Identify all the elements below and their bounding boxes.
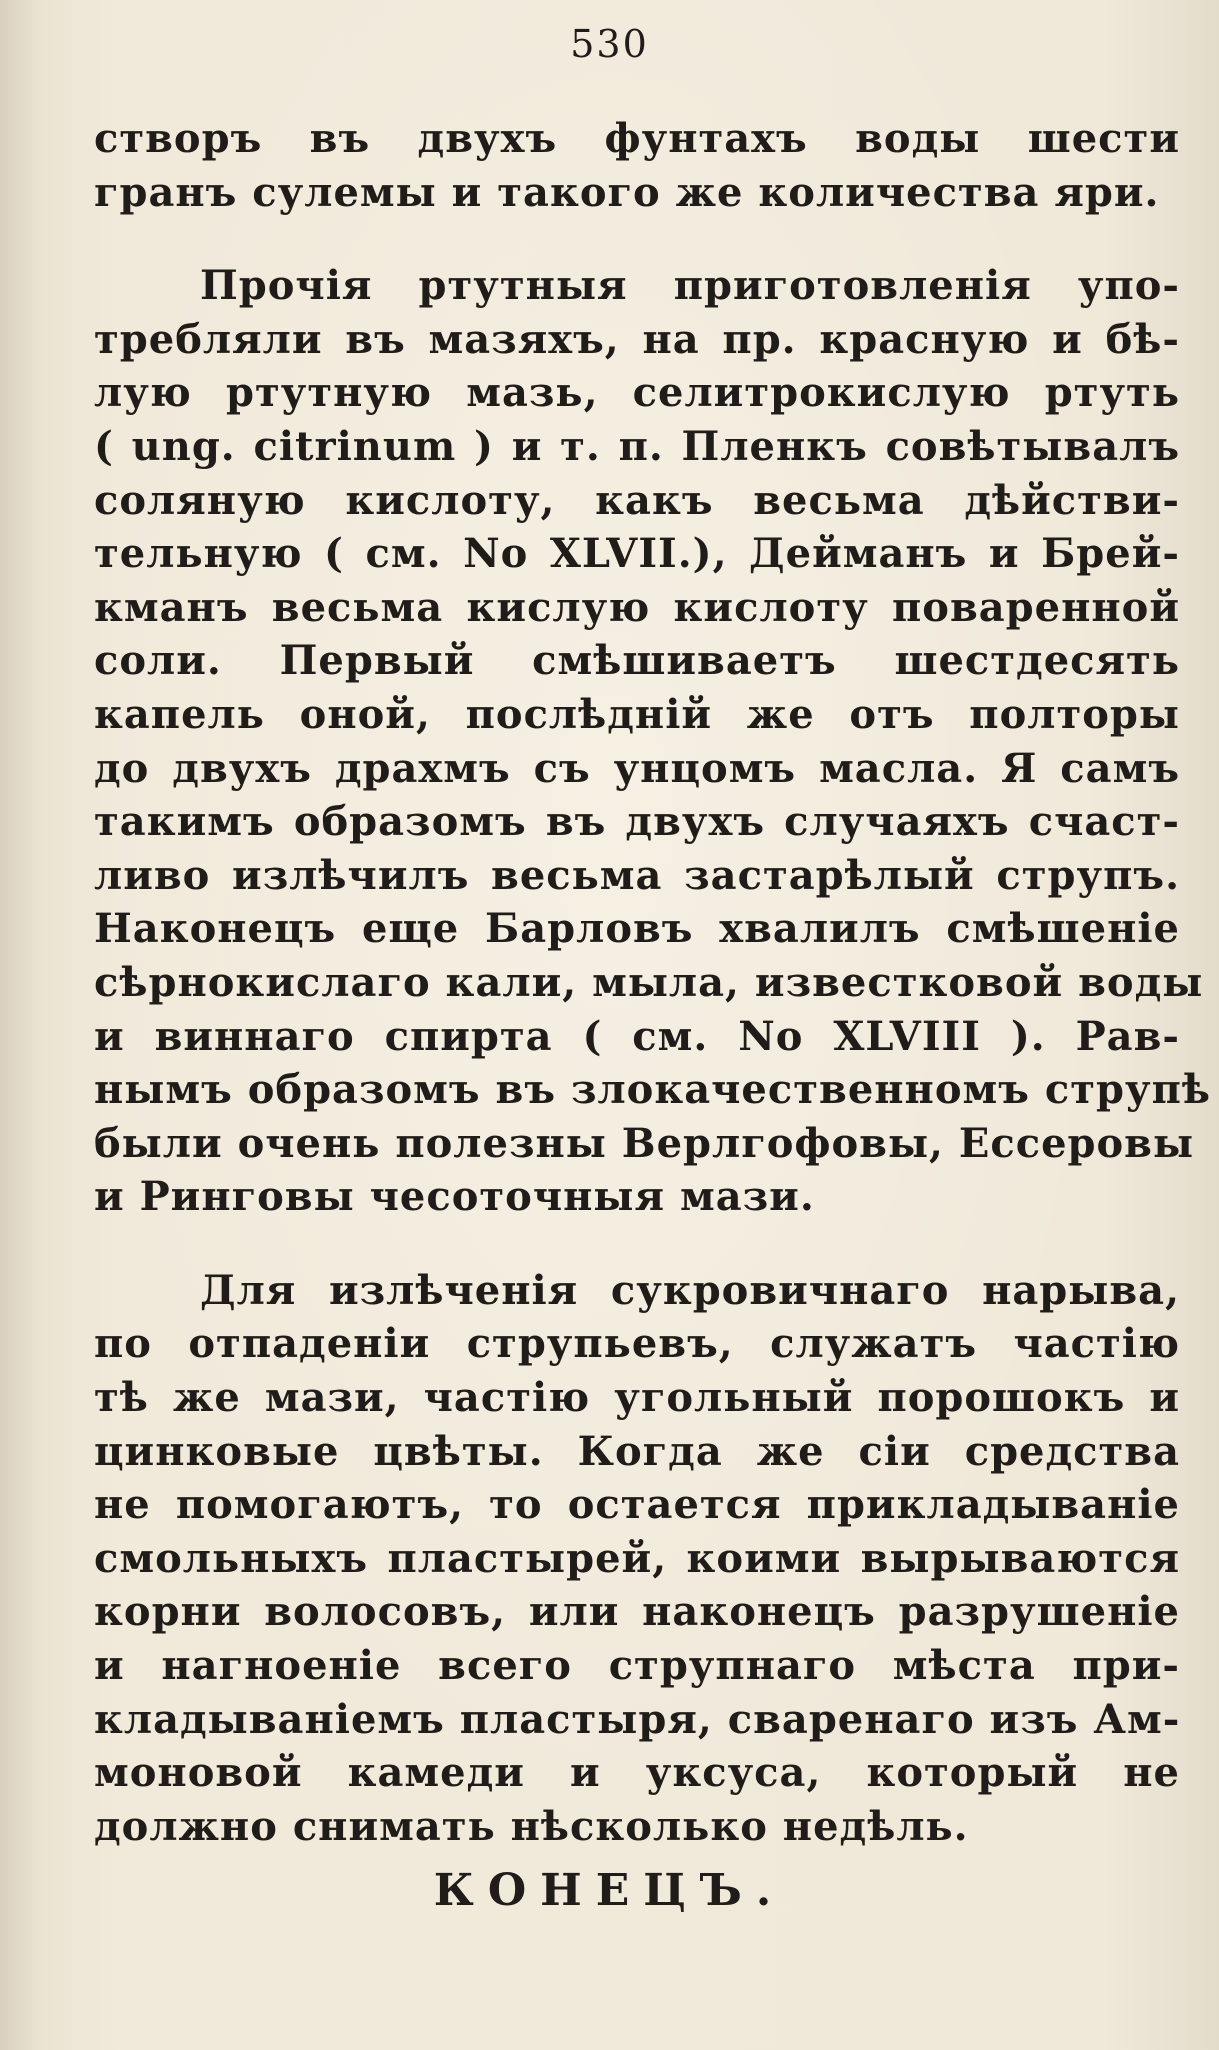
text-line: соляную кислоту, какъ весьма дѣйстви-: [94, 476, 1180, 524]
text-line: гранъ сулемы и такого же количества яри.: [94, 168, 1160, 216]
body-text: [94, 112, 1211, 1853]
text-line: ( ung. citrinum ) и т. п. Пленкъ совѣтывалъ: [94, 422, 1180, 470]
text-line: цинковые цвѣты. Когда же сіи средства: [94, 1427, 1180, 1475]
paragraph-1: [94, 112, 1180, 219]
text-line: моновой камеди и уксуса, который не: [94, 1749, 1180, 1797]
text-line: нымъ образомъ въ злокачественномъ струпѣ: [94, 1066, 1211, 1114]
text-line: такимъ образомъ въ двухъ случаяхъ счаст-: [94, 798, 1180, 846]
text-line: требляли въ мазяхъ, на пр. красную и бѣ-: [94, 315, 1180, 363]
text-line: лую ртутную мазь, селитрокислую ртуть: [94, 369, 1180, 417]
text-line: створъ въ двухъ фунтахъ воды шести: [94, 115, 1180, 162]
text-line: соли. Первый смѣшиваетъ шестдесять: [94, 637, 1180, 685]
text-line: Прочія ртутныя приготовленія упо-: [200, 262, 1180, 310]
text-line: и нагноеніе всего струпнаго мѣста при-: [94, 1642, 1180, 1690]
paragraph-2: [94, 259, 1211, 1224]
text-line: и Ринговы чесоточныя мази.: [94, 1173, 815, 1221]
text-line: были очень полезны Верлгофовы, Ессеровы: [94, 1119, 1195, 1167]
text-line: смольныхъ пластырей, коими вырываются: [94, 1534, 1180, 1582]
text-line: кманъ весьма кислую кислоту поваренной: [94, 583, 1180, 631]
text-line: должно снимать нѣсколько недѣль.: [94, 1802, 969, 1850]
page-number: 530: [570, 22, 649, 66]
text-line: по отпаденіи струпьевъ, служатъ частію: [94, 1320, 1180, 1368]
text-line: кладываніемъ пластыря, сваренаго изъ Ам-: [94, 1695, 1181, 1743]
text-line: Наконецъ еще Барловъ хвалилъ смѣшеніе: [94, 905, 1180, 953]
text-line: капель оной, послѣдній же отъ полторы: [94, 690, 1180, 738]
text-line: и виннаго спирта ( см. No XLVIII ). Рав-: [94, 1012, 1180, 1060]
text-line: корни волосовъ, или наконецъ разрушеніе: [94, 1588, 1180, 1636]
text-line: тѣ же мази, частію угольный порошокъ и: [94, 1374, 1180, 1422]
text-line: ливо излѣчилъ весьма застарѣлый струпъ.: [94, 851, 1180, 899]
text-line: Для излѣченія сукровичнаго нарыва,: [200, 1266, 1180, 1314]
text-line: не помогаютъ, то остается прикладываніе: [94, 1481, 1180, 1529]
paragraph-3: [94, 1264, 1180, 1854]
text-line: до двухъ драхмъ съ унцомъ масла. Я самъ: [94, 744, 1180, 792]
text-line: сѣрнокислаго кали, мыла, известковой воды: [94, 958, 1204, 1006]
end-title: КОНЕЦЪ.: [433, 1865, 786, 1916]
text-line: тельную ( см. No XLVII.), Дейманъ и Брей-: [94, 530, 1180, 578]
